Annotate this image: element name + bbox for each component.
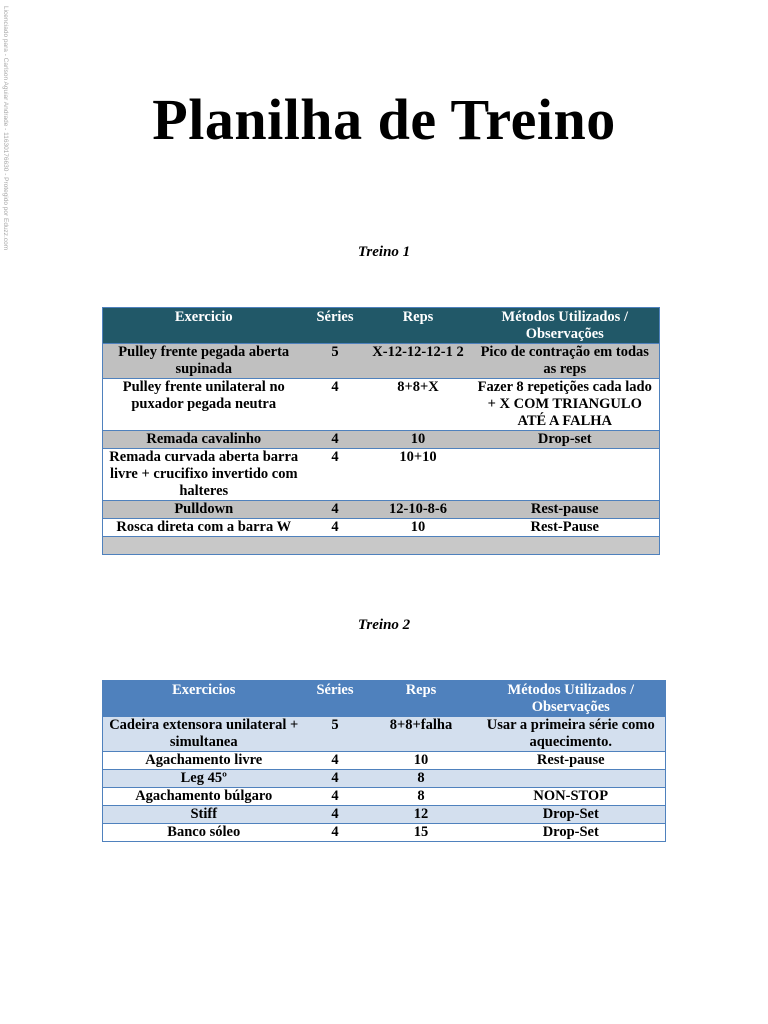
- header-series: Séries: [305, 308, 366, 344]
- table-row: [103, 344, 660, 379]
- cell-reps: 8: [366, 770, 477, 788]
- cell-metodos: Pico de contração em todas as reps: [471, 344, 660, 379]
- cell-series: 4: [305, 824, 366, 842]
- page-title: Planilha de Treino: [152, 87, 616, 152]
- cell-reps: X-12-12-12-1 2: [366, 344, 471, 379]
- cell-reps: 10: [366, 752, 477, 770]
- cell-empty: [471, 537, 660, 555]
- cell-reps: 10: [366, 431, 471, 449]
- table-header-row: [103, 681, 666, 717]
- header-metodos: Métodos Utilizados / Observações: [477, 681, 666, 717]
- header-reps: Reps: [366, 308, 471, 344]
- cell-series: 4: [305, 752, 366, 770]
- cell-metodos: Drop-set: [471, 431, 660, 449]
- cell-metodos: Rest-Pause: [471, 519, 660, 537]
- cell-metodos: Rest-pause: [477, 752, 666, 770]
- table-row: [103, 752, 666, 770]
- cell-metodos: NON-STOP: [477, 788, 666, 806]
- cell-reps: 8+8+X: [366, 379, 471, 431]
- table-row: [103, 379, 660, 431]
- treino-1-label: Treino 1: [357, 244, 411, 260]
- cell-metodos: [477, 770, 666, 788]
- cell-series: 4: [305, 501, 366, 519]
- table-row: [103, 788, 666, 806]
- header-series: Séries: [305, 681, 366, 717]
- treino-2-table: [102, 680, 666, 842]
- cell-exercicio: Remada curvada aberta barra livre + crucifixo invertido com halteres: [103, 449, 305, 501]
- cell-exercicio: Pulley frente unilateral no puxador pegada neutra: [103, 379, 305, 431]
- cell-exercicio: Rosca direta com a barra W: [103, 519, 305, 537]
- treino-1-table: [102, 307, 660, 555]
- table-row: [103, 519, 660, 537]
- cell-series: 4: [305, 379, 366, 431]
- header-exercicios: Exercicios: [103, 681, 305, 717]
- cell-exercicio: Stiff: [103, 806, 305, 824]
- cell-exercicio: Leg 45º: [103, 770, 305, 788]
- cell-reps: 10: [366, 519, 471, 537]
- cell-metodos: Usar a primeira série como aquecimento.: [477, 717, 666, 752]
- cell-empty: [103, 537, 305, 555]
- cell-exercicio: Remada cavalinho: [103, 431, 305, 449]
- cell-reps: 8: [366, 788, 477, 806]
- cell-empty: [366, 537, 471, 555]
- cell-reps: 15: [366, 824, 477, 842]
- cell-metodos: Fazer 8 repetições cada lado + X COM TRIANGULO ATÉ A FALHA: [471, 379, 660, 431]
- cell-metodos: [471, 449, 660, 501]
- table-row-empty: [103, 537, 660, 555]
- cell-series: 4: [305, 449, 366, 501]
- cell-exercicio: Pulley frente pegada aberta supinada: [103, 344, 305, 379]
- header-reps: Reps: [366, 681, 477, 717]
- cell-reps: 12-10-8-6: [366, 501, 471, 519]
- header-metodos: Métodos Utilizados / Observações: [471, 308, 660, 344]
- cell-empty: [305, 537, 366, 555]
- cell-series: 5: [305, 717, 366, 752]
- table-row: [103, 770, 666, 788]
- table-row: [103, 806, 666, 824]
- cell-exercicio: Agachamento livre: [103, 752, 305, 770]
- table-row: [103, 431, 660, 449]
- treino-2-label: Treino 2: [357, 617, 411, 633]
- cell-reps: 12: [366, 806, 477, 824]
- header-exercicio: Exercicio: [103, 308, 305, 344]
- cell-series: 4: [305, 519, 366, 537]
- cell-exercicio: Cadeira extensora unilateral + simultanea: [103, 717, 305, 752]
- cell-exercicio: Agachamento búlgaro: [103, 788, 305, 806]
- cell-reps: 8+8+falha: [366, 717, 477, 752]
- cell-series: 5: [305, 344, 366, 379]
- cell-series: 4: [305, 770, 366, 788]
- cell-metodos: Drop-Set: [477, 806, 666, 824]
- cell-metodos: Rest-pause: [471, 501, 660, 519]
- cell-reps: 10+10: [366, 449, 471, 501]
- table-row: [103, 717, 666, 752]
- cell-series: 4: [305, 431, 366, 449]
- cell-series: 4: [305, 788, 366, 806]
- cell-series: 4: [305, 806, 366, 824]
- cell-metodos: Drop-Set: [477, 824, 666, 842]
- table-row: [103, 824, 666, 842]
- table-header-row: [103, 308, 660, 344]
- table-row: [103, 501, 660, 519]
- cell-exercicio: Banco sóleo: [103, 824, 305, 842]
- table-row: [103, 449, 660, 501]
- cell-exercicio: Pulldown: [103, 501, 305, 519]
- license-watermark: Licenciado para - Carlson Aguiar Andrade - 11630176630 - Protegido por Eduzz.com: [2, 6, 9, 251]
